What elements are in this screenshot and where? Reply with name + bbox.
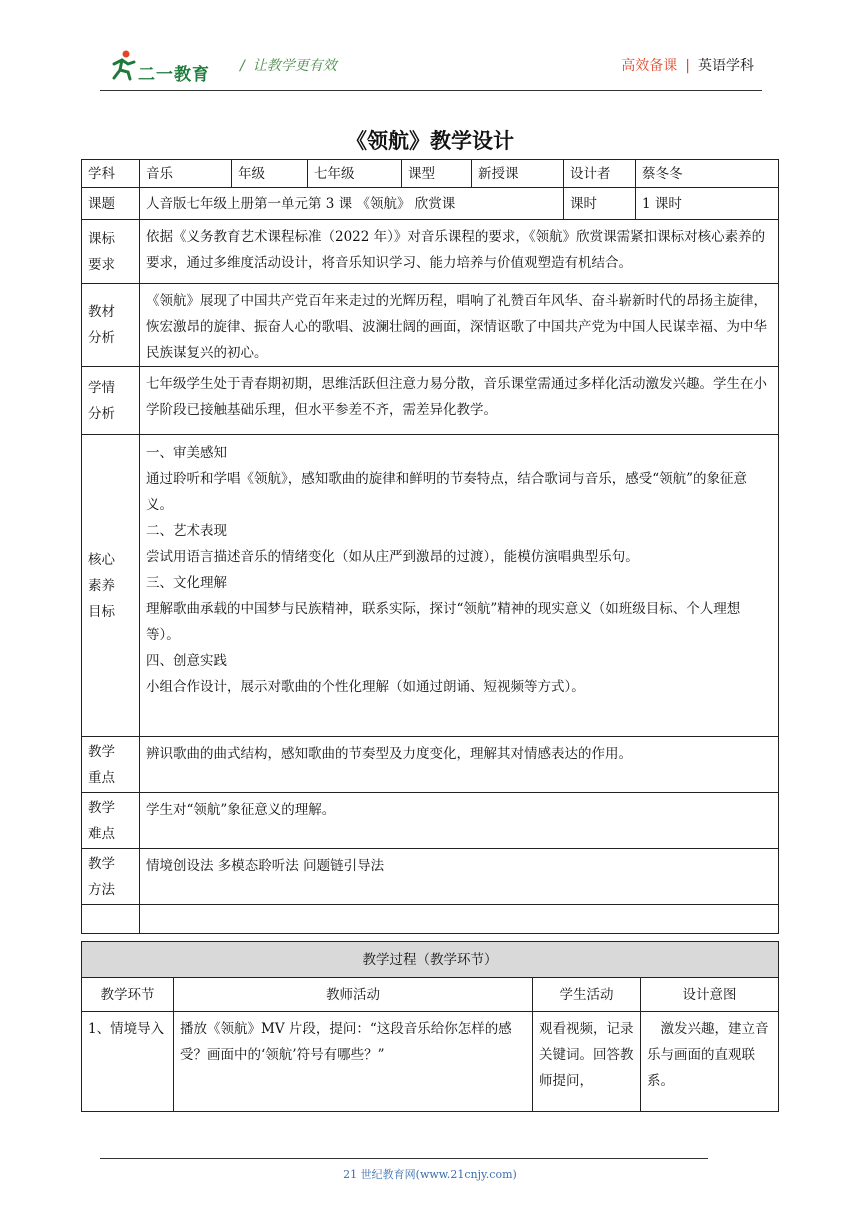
header-accent: 高效备课	[621, 58, 678, 74]
subject-value: 音乐	[140, 160, 232, 188]
process-title-row	[82, 942, 779, 978]
process-header-row	[82, 978, 779, 1012]
designer-value: 蔡冬冬	[636, 160, 779, 188]
standard-row	[82, 220, 779, 284]
material-row	[82, 284, 779, 367]
design-intent: 激发兴趣，建立音乐与画面的直观联系。	[641, 1012, 779, 1112]
key-row	[82, 737, 779, 793]
topic-label: 课题	[82, 188, 140, 220]
brand-logo	[106, 48, 236, 85]
difficult-row	[82, 793, 779, 849]
core-text-2: 尝试用语言描述音乐的情绪变化（如从庄严到激昂的过渡），能模仿演唱典型乐句。	[146, 549, 639, 565]
footer-link[interactable]: 21 世纪教育网(www.21cnjy.com)	[343, 1168, 517, 1181]
difficult-text: 学生对“领航”象征意义的理解。	[140, 793, 779, 849]
header-student: 学生活动	[533, 978, 641, 1012]
step-cell: 1、情境导入	[82, 1012, 174, 1112]
page-header	[100, 40, 762, 90]
empty-row	[82, 905, 779, 934]
footer-rule	[100, 1158, 708, 1159]
header-right	[621, 55, 754, 75]
student-text: 七年级学生处于青春期初期，思维活跃但注意力易分散，音乐课堂需通过多样化活动激发兴趣。学生在小学阶段已接触基础乐理，但水平参差不齐，需差异化教学。	[140, 367, 779, 435]
core-heading-2: 二、艺术表现	[146, 523, 227, 539]
empty-cell	[140, 905, 779, 934]
core-heading-3: 三、文化理解	[146, 575, 227, 591]
method-label: 教学 方法	[82, 849, 140, 905]
method-row	[82, 849, 779, 905]
header-teacher: 教师活动	[174, 978, 533, 1012]
header-separator: |	[685, 58, 690, 74]
grade-label: 年级	[232, 160, 308, 188]
topic-value: 人音版七年级上册第一单元第 3 课 《领航》 欣赏课	[140, 188, 564, 220]
teacher-activity: 播放《领航》MV 片段，提问：“这段音乐给你怎样的感受？画面中的‘领航’符号有哪些？”	[174, 1012, 533, 1112]
header-intent: 设计意图	[641, 978, 779, 1012]
material-text: 《领航》展现了中国共产党百年来走过的光辉历程，唱响了礼赞百年风华、奋斗崭新时代的昂扬主旋律，恢宏激昂的旋律、振奋人心的歌唱、波澜壮阔的画面，深情讴歌了中国共产党为中国人民谋幸福、为中华民族谋复兴的初心。	[140, 284, 779, 367]
topic-row	[82, 188, 779, 220]
slogan-text: 让教学更有效	[252, 58, 337, 74]
header-subject: 英语学科	[698, 58, 754, 74]
subject-label: 学科	[82, 160, 140, 188]
page-title: 《领航》教学设计	[346, 128, 514, 153]
core-row	[82, 435, 779, 737]
core-goals	[140, 435, 779, 737]
core-heading-4: 四、创意实践	[146, 653, 227, 669]
process-table	[81, 941, 779, 1112]
info-row	[82, 160, 779, 188]
core-text-1: 通过聆听和学唱《领航》，感知歌曲的旋律和鲜明的节奏特点，结合歌词与音乐，感受“领航”的象征意义。	[146, 471, 748, 513]
core-text-4: 小组合作设计，展示对歌曲的个性化理解（如通过朗诵、短视频等方式）。	[146, 679, 585, 695]
type-value: 新授课	[472, 160, 564, 188]
designer-label: 设计者	[564, 160, 636, 188]
material-label: 教材 分析	[82, 284, 140, 367]
slogan: / 让教学更有效	[240, 58, 337, 74]
hours-value: 1 课时	[636, 188, 779, 220]
core-heading-1: 一、审美感知	[146, 445, 227, 461]
lesson-info-table	[81, 159, 779, 934]
empty-cell	[82, 905, 140, 934]
process-row	[82, 1012, 779, 1112]
key-label: 教学 重点	[82, 737, 140, 793]
header-rule	[100, 90, 762, 91]
hours-label: 课时	[564, 188, 636, 220]
student-activity: 观看视频，记录关键词。回答教师提问，	[533, 1012, 641, 1112]
difficult-label: 教学 难点	[82, 793, 140, 849]
standard-text: 依据《义务教育艺术课程标准（2022 年）》对音乐课程的要求，《领航》欣赏课需紧扣课标对核心素养的要求，通过多维度活动设计，将音乐知识学习、能力培养与价值观塑造有机结合。	[140, 220, 779, 284]
key-text: 辨识歌曲的曲式结构，感知歌曲的节奏型及力度变化，理解其对情感表达的作用。	[140, 737, 779, 793]
standard-label: 课标 要求	[82, 220, 140, 284]
core-label: 核心 素养 目标	[82, 435, 140, 737]
type-label: 课型	[402, 160, 472, 188]
process-title: 教学过程（教学环节）	[82, 942, 779, 978]
student-row	[82, 367, 779, 435]
runner-logo-icon	[106, 48, 140, 82]
header-step: 教学环节	[82, 978, 174, 1012]
method-text: 情境创设法 多模态聆听法 问题链引导法	[140, 849, 779, 905]
student-label: 学情 分析	[82, 367, 140, 435]
grade-value: 七年级	[308, 160, 402, 188]
core-text-3: 理解歌曲承载的中国梦与民族精神，联系实际，探讨“领航”精神的现实意义（如班级目标、个人理想等）。	[146, 601, 741, 643]
logo-text: 二一教育	[138, 65, 210, 85]
